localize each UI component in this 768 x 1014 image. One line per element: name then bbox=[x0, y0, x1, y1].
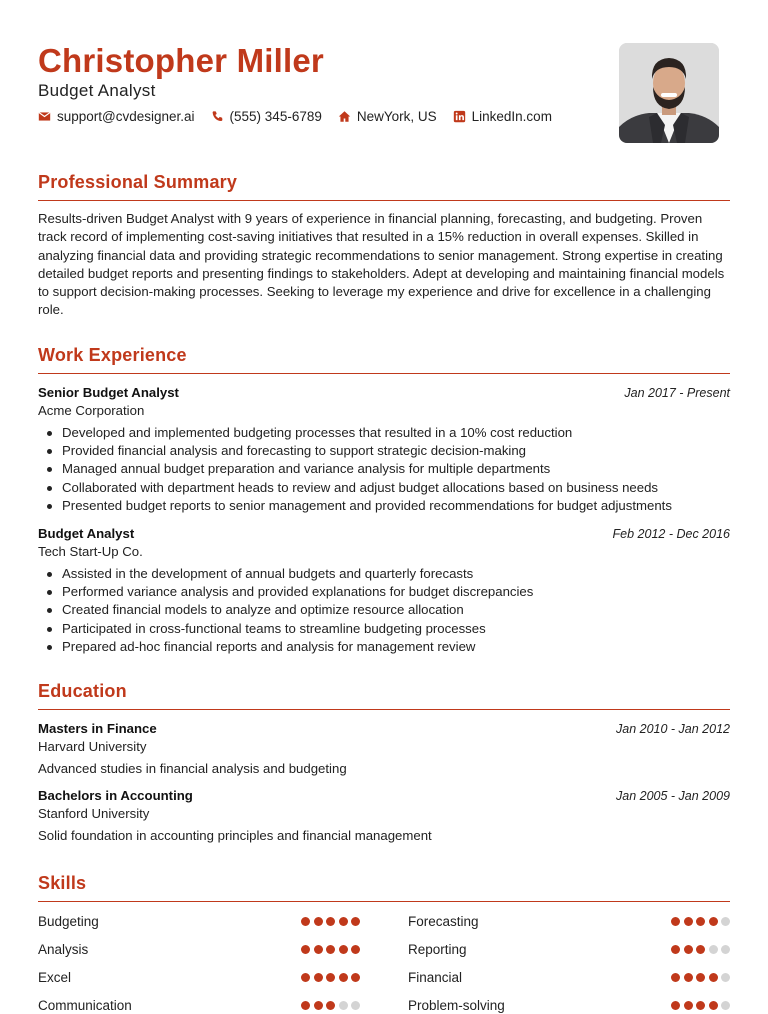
summary-heading: Professional Summary bbox=[38, 172, 238, 192]
rating-dot-filled bbox=[301, 1001, 310, 1010]
degree-title: Masters in Finance bbox=[38, 721, 157, 736]
list-item: Managed annual budget preparation and variance analysis for multiple departments bbox=[38, 460, 730, 478]
skill-rating bbox=[668, 1001, 731, 1010]
rating-dot-empty bbox=[721, 1001, 730, 1010]
contact-linkedin-text: LinkedIn.com bbox=[471, 109, 552, 124]
resume-header bbox=[38, 0, 730, 150]
rating-dot-filled bbox=[671, 1001, 680, 1010]
rating-dot-filled bbox=[684, 945, 693, 954]
phone-icon bbox=[211, 110, 224, 123]
skill-rating bbox=[298, 945, 361, 954]
rating-dot-empty bbox=[339, 1001, 348, 1010]
skill-name: Communication bbox=[38, 997, 132, 1013]
rating-dot-filled bbox=[671, 945, 680, 954]
rating-dot-empty bbox=[721, 945, 730, 954]
rating-dot-empty bbox=[721, 917, 730, 926]
education-description: Advanced studies in financial analysis and budgeting bbox=[38, 761, 347, 776]
skill-item bbox=[38, 967, 360, 987]
list-item: Provided financial analysis and forecasting to support strategic decision-making bbox=[38, 442, 730, 460]
rating-dot-filled bbox=[351, 945, 360, 954]
rating-dot-filled bbox=[696, 1001, 705, 1010]
contact-location-text: NewYork, US bbox=[356, 109, 437, 124]
skills-heading: Skills bbox=[38, 873, 87, 893]
skill-item bbox=[408, 995, 730, 1014]
skill-name: Analysis bbox=[38, 941, 89, 957]
list-item: Performed variance analysis and provided explanations for budget discrepancies bbox=[38, 583, 730, 601]
list-item: Presented budget reports to senior management and provided recommendations for budget adjustments bbox=[38, 497, 730, 515]
education-date: Jan 2010 - Jan 2012 bbox=[616, 722, 730, 736]
skill-name: Financial bbox=[408, 969, 463, 985]
skill-item bbox=[38, 911, 360, 931]
rating-dot-filled bbox=[671, 973, 680, 982]
rating-dot-filled bbox=[301, 973, 310, 982]
rating-dot-filled bbox=[339, 973, 348, 982]
job-entry bbox=[38, 385, 730, 515]
list-item: Assisted in the development of annual budgets and quarterly forecasts bbox=[38, 565, 730, 583]
contact-email[interactable] bbox=[38, 109, 195, 124]
summary-text: Results-driven Budget Analyst with 9 years of experience in financial planning, forecasting, and budgeting. Proven track record of implementing cost-saving initiatives that resulted in a 15% reduction in overall expenses. Skilled in analyzing financial data and providing strategic recommendations to senior management. Strong expertise in creating detailed budget reports and presenting findings to stakeholders. Adept at developing and maintaining financial models to support decision-making processes. Seeking to leverage my experience and drive for excellence in a challenging role. bbox=[38, 211, 725, 318]
skills-section bbox=[38, 873, 730, 1013]
rating-dot-filled bbox=[326, 1001, 335, 1010]
degree-title: Bachelors in Accounting bbox=[38, 788, 193, 803]
skill-name: Forecasting bbox=[408, 913, 479, 929]
job-bullets bbox=[38, 424, 730, 515]
contact-linkedin[interactable] bbox=[453, 109, 552, 124]
skill-name: Problem-solving bbox=[408, 997, 505, 1013]
home-icon bbox=[338, 110, 351, 123]
rating-dot-filled bbox=[326, 973, 335, 982]
skill-rating bbox=[668, 945, 731, 954]
skill-rating bbox=[298, 917, 361, 926]
contact-location bbox=[338, 109, 437, 124]
rating-dot-filled bbox=[339, 945, 348, 954]
list-item: Developed and implemented budgeting processes that resulted in a 10% cost reduction bbox=[38, 424, 730, 442]
rating-dot-filled bbox=[301, 917, 310, 926]
job-title: Budget Analyst bbox=[38, 526, 135, 542]
job-company: Acme Corporation bbox=[38, 403, 145, 418]
rating-dot-filled bbox=[696, 917, 705, 926]
experience-heading: Work Experience bbox=[38, 345, 187, 365]
candidate-title: Budget Analyst bbox=[38, 81, 156, 100]
rating-dot-filled bbox=[314, 973, 323, 982]
skill-item bbox=[408, 967, 730, 987]
rating-dot-empty bbox=[709, 945, 718, 954]
section-divider bbox=[38, 709, 730, 710]
rating-dot-filled bbox=[314, 945, 323, 954]
rating-dot-empty bbox=[721, 973, 730, 982]
rating-dot-filled bbox=[671, 917, 680, 926]
education-description: Solid foundation in accounting principles and financial management bbox=[38, 828, 432, 843]
rating-dot-filled bbox=[314, 1001, 323, 1010]
job-bullets bbox=[38, 565, 730, 656]
job-date: Jan 2017 - Present bbox=[624, 386, 730, 400]
skill-item bbox=[38, 995, 360, 1014]
list-item: Participated in cross-functional teams to streamline budgeting processes bbox=[38, 620, 730, 638]
rating-dot-filled bbox=[709, 973, 718, 982]
rating-dot-filled bbox=[709, 917, 718, 926]
contact-phone[interactable] bbox=[211, 109, 322, 124]
rating-dot-filled bbox=[696, 973, 705, 982]
section-divider bbox=[38, 901, 730, 902]
skill-name: Budgeting bbox=[38, 913, 99, 929]
experience-section bbox=[38, 345, 730, 656]
school-name: Harvard University bbox=[38, 739, 147, 754]
rating-dot-filled bbox=[684, 973, 693, 982]
skill-rating bbox=[298, 1001, 361, 1010]
skill-rating bbox=[668, 973, 731, 982]
list-item: Created financial models to analyze and optimize resource allocation bbox=[38, 601, 730, 619]
education-date: Jan 2005 - Jan 2009 bbox=[616, 789, 730, 803]
education-section bbox=[38, 681, 730, 843]
education-heading: Education bbox=[38, 681, 127, 701]
rating-dot-filled bbox=[351, 917, 360, 926]
skill-name: Excel bbox=[38, 969, 72, 985]
contact-row bbox=[38, 109, 568, 124]
job-company: Tech Start-Up Co. bbox=[38, 544, 143, 560]
job-title: Senior Budget Analyst bbox=[38, 385, 179, 400]
rating-dot-empty bbox=[351, 1001, 360, 1010]
school-name: Stanford University bbox=[38, 806, 150, 821]
list-item: Prepared ad-hoc financial reports and analysis for management review bbox=[38, 638, 730, 656]
education-entry bbox=[38, 788, 730, 843]
job-entry bbox=[38, 526, 730, 656]
rating-dot-filled bbox=[314, 917, 323, 926]
rating-dot-filled bbox=[684, 1001, 693, 1010]
contact-email-text: support@cvdesigner.ai bbox=[57, 109, 195, 124]
section-divider bbox=[38, 373, 730, 374]
job-date: Feb 2012 - Dec 2016 bbox=[612, 527, 730, 542]
list-item: Collaborated with department heads to review and adjust budget allocations based on business needs bbox=[38, 479, 730, 497]
summary-section bbox=[38, 172, 730, 320]
candidate-name: Christopher Miller bbox=[38, 42, 324, 79]
rating-dot-filled bbox=[684, 917, 693, 926]
skill-rating bbox=[298, 973, 361, 982]
rating-dot-filled bbox=[326, 917, 335, 926]
rating-dot-filled bbox=[351, 973, 360, 982]
skill-rating bbox=[668, 917, 731, 926]
linkedin-icon bbox=[453, 110, 466, 123]
resume-page bbox=[38, 0, 730, 1013]
rating-dot-filled bbox=[709, 1001, 718, 1010]
skill-name: Reporting bbox=[408, 941, 467, 957]
skill-item bbox=[38, 939, 360, 959]
rating-dot-filled bbox=[696, 945, 705, 954]
skill-item bbox=[408, 939, 730, 959]
section-divider bbox=[38, 200, 730, 201]
email-icon bbox=[38, 110, 51, 123]
rating-dot-filled bbox=[326, 945, 335, 954]
rating-dot-filled bbox=[301, 945, 310, 954]
contact-phone-text: (555) 345-6789 bbox=[229, 109, 322, 124]
education-entry bbox=[38, 721, 730, 776]
skill-item bbox=[408, 911, 730, 931]
rating-dot-filled bbox=[339, 917, 348, 926]
profile-photo bbox=[619, 43, 719, 143]
